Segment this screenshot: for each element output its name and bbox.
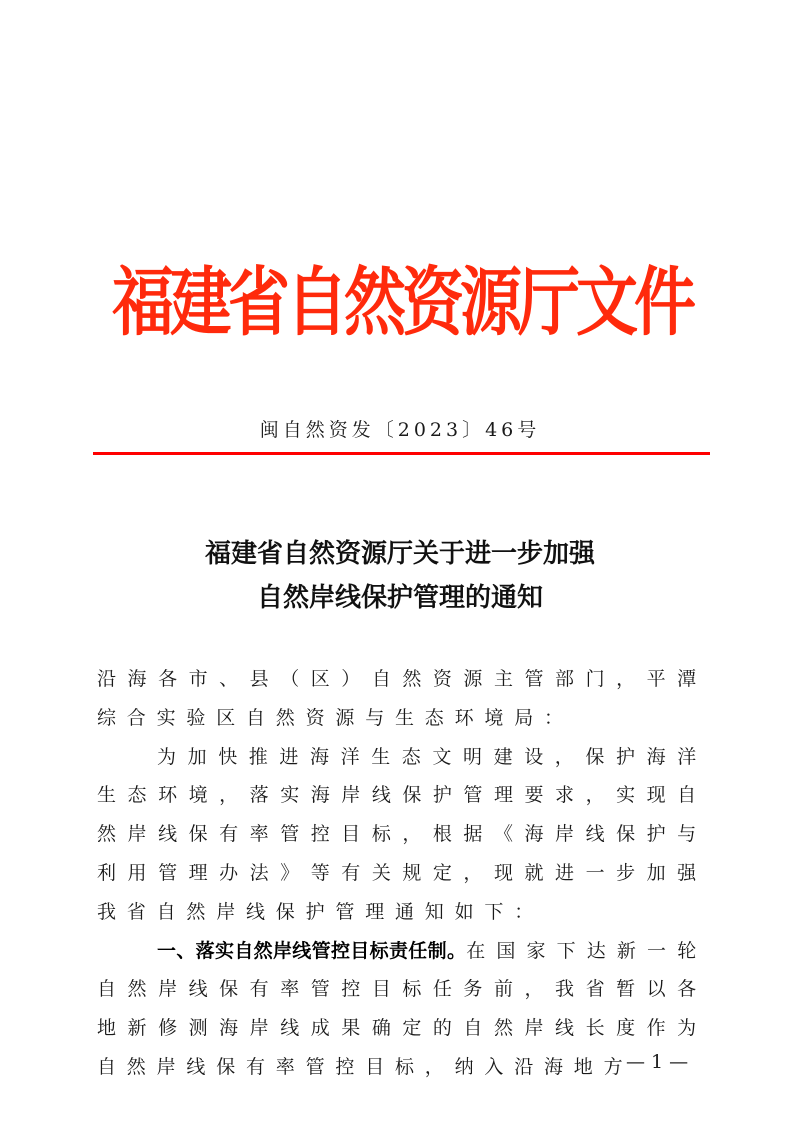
- page-number: — 1 —: [626, 1051, 689, 1073]
- notice-title-line-1: 福建省自然资源厅关于进一步加强: [204, 539, 595, 569]
- notice-title: [0, 532, 800, 620]
- document-body: [97, 660, 707, 1087]
- red-divider-rule: [93, 452, 710, 455]
- notice-title-line-2: 自然岸线保护管理的通知: [256, 583, 543, 613]
- document-number: 闽自然资发〔2023〕46号: [259, 419, 541, 441]
- issuer-header: 福建省自然资源厅文件: [111, 258, 692, 347]
- section-1-heading: 一、落实自然岸线管控目标责任制。: [157, 939, 467, 962]
- addressee-paragraph: 沿海各市、县（区）自然资源主管部门，平潭综合实验区自然资源与生态环境局：: [97, 668, 707, 729]
- section-1-paragraph: [97, 932, 707, 1087]
- intro-paragraph: 为加快推进海洋生态文明建设，保护海洋生态环境，落实海岸线保护管理要求，实现自然岸线保有率管控目标，根据《海岸线保护与利用管理办法》等有关规定，现就进一步加强我省自然岸线保护管理通知如下：: [97, 745, 707, 923]
- section-1-text: 在国家下达新一轮自然岸线保有率管控目标任务前，我省暂以各地新修测海岸线成果确定的自然岸线长度作为自然岸线保有率管控目标，纳入沿海地方: [97, 939, 707, 1078]
